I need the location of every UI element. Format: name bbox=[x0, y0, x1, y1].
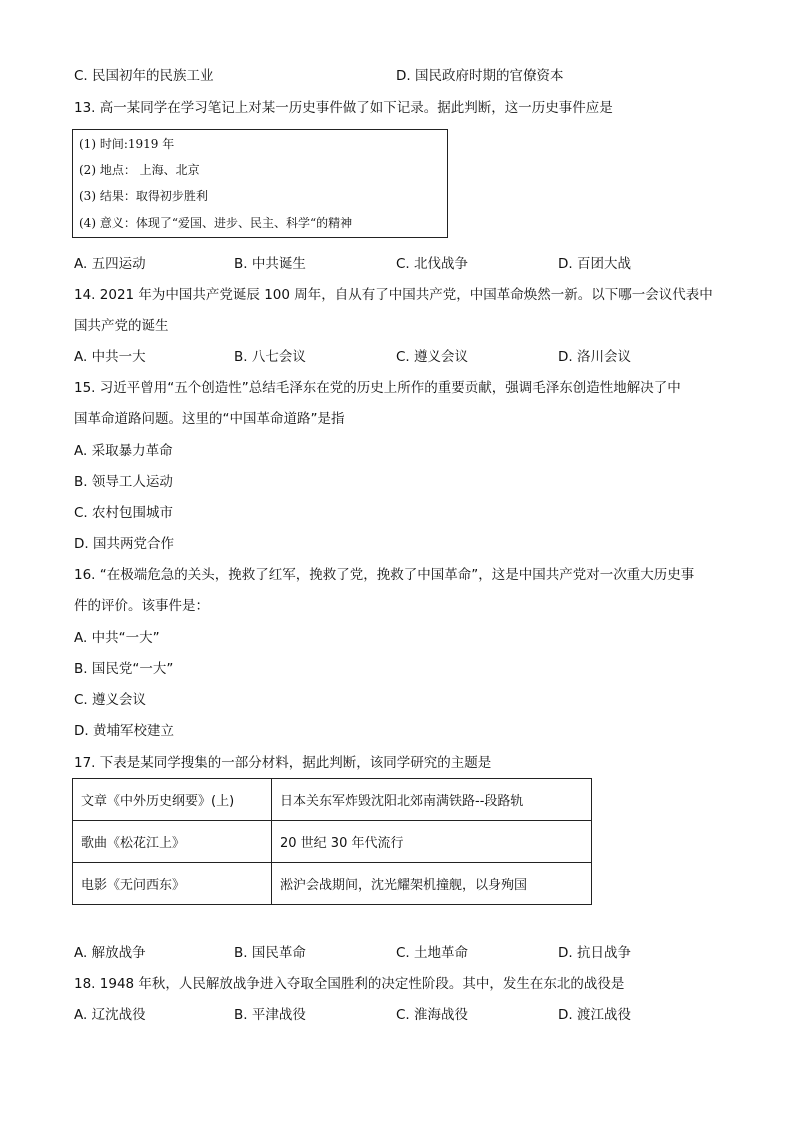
q16-option-c: C. 遵义会议 bbox=[74, 692, 147, 708]
q17-option-b: B. 国民革命 bbox=[234, 945, 306, 961]
q16-option-a: A. 中共“一大” bbox=[74, 630, 160, 646]
table-cell: 日本关东军炸毁沈阳北郊南满铁路--段路轨 bbox=[272, 779, 592, 821]
table-cell: 淞沪会战期间，沈光耀架机撞舰，以身殉国 bbox=[272, 863, 592, 905]
q13-option-a: A. 五四运动 bbox=[74, 256, 146, 272]
q14-option-a: A. 中共一大 bbox=[74, 349, 146, 365]
q17-option-d: D. 抗日战争 bbox=[558, 945, 631, 961]
q17-material-table bbox=[72, 778, 592, 905]
table-cell: 电影《无问西东》 bbox=[73, 863, 272, 905]
table-cell: 文章《中外历史纲要》(上) bbox=[73, 779, 272, 821]
q15-option-b: B. 领导工人运动 bbox=[74, 474, 173, 490]
q16-option-b: B. 国民党“一大” bbox=[74, 661, 174, 677]
table-row bbox=[73, 821, 592, 863]
q14-option-d: D. 洛川会议 bbox=[558, 349, 631, 365]
q17-option-a: A. 解放战争 bbox=[74, 945, 146, 961]
q15-option-c: C. 农村包围城市 bbox=[74, 505, 174, 521]
table-cell: 歌曲《松花江上》 bbox=[73, 821, 272, 863]
table-cell: 20 世纪 30 年代流行 bbox=[272, 821, 592, 863]
q13-note-result: (3) 结果：取得初步胜利 bbox=[79, 189, 208, 203]
q15-stem-line1: 15. 习近平曾用“五个创造性”总结毛泽东在党的历史上所作的重要贡献，强调毛泽东创造性地解决了中 bbox=[74, 380, 681, 396]
q12-option-c: C. 民国初年的民族工业 bbox=[74, 68, 214, 84]
q18-option-d: D. 渡江战役 bbox=[558, 1007, 631, 1023]
q15-stem-line2: 国革命道路问题。这里的“中国革命道路”是指 bbox=[74, 411, 345, 427]
q14-stem-line2: 国共产党的诞生 bbox=[74, 318, 169, 334]
q18-option-a: A. 辽沈战役 bbox=[74, 1007, 146, 1023]
table-row bbox=[73, 779, 592, 821]
q18-stem: 18. 1948 年秋，人民解放战争进入夺取全国胜利的决定性阶段。其中，发生在东北的战役是 bbox=[74, 976, 625, 992]
q14-stem-line1: 14. 2021 年为中国共产党诞辰 100 周年，自从有了中国共产党，中国革命焕然一新。以下哪一会议代表中 bbox=[74, 287, 713, 303]
q17-stem: 17. 下表是某同学搜集的一部分材料，据此判断，该同学研究的主题是 bbox=[74, 755, 492, 771]
q13-notes-box bbox=[72, 129, 448, 238]
q18-option-c: C. 淮海战役 bbox=[396, 1007, 469, 1023]
q13-note-significance: (4) 意义：体现了“爱国、进步、民主、科学“的精神 bbox=[79, 216, 353, 230]
q13-option-d: D. 百团大战 bbox=[558, 256, 631, 272]
q13-option-c: C. 北伐战争 bbox=[396, 256, 469, 272]
q17-option-c: C. 土地革命 bbox=[396, 945, 469, 961]
table-row bbox=[73, 863, 592, 905]
q13-option-b: B. 中共诞生 bbox=[234, 256, 306, 272]
q14-option-c: C. 遵义会议 bbox=[396, 349, 469, 365]
q13-note-time: (1) 时间:1919 年 bbox=[79, 137, 175, 151]
q16-stem-line2: 件的评价。该事件是： bbox=[74, 598, 209, 614]
q12-option-d: D. 国民政府时期的官僚资本 bbox=[396, 68, 564, 84]
q13-note-place: (2) 地点： 上海、北京 bbox=[79, 163, 200, 177]
q18-option-b: B. 平津战役 bbox=[234, 1007, 306, 1023]
q13-stem: 13. 高一某同学在学习笔记上对某一历史事件做了如下记录。据此判断，这一历史事件应是 bbox=[74, 100, 613, 116]
q16-option-d: D. 黄埔军校建立 bbox=[74, 723, 174, 739]
q14-option-b: B. 八七会议 bbox=[234, 349, 306, 365]
q15-option-d: D. 国共两党合作 bbox=[74, 536, 174, 552]
q16-stem-line1: 16. “在极端危急的关头，挽救了红军，挽救了党，挽救了中国革命”，这是中国共产党对一次重大历史事 bbox=[74, 567, 695, 583]
q15-option-a: A. 采取暴力革命 bbox=[74, 443, 173, 459]
